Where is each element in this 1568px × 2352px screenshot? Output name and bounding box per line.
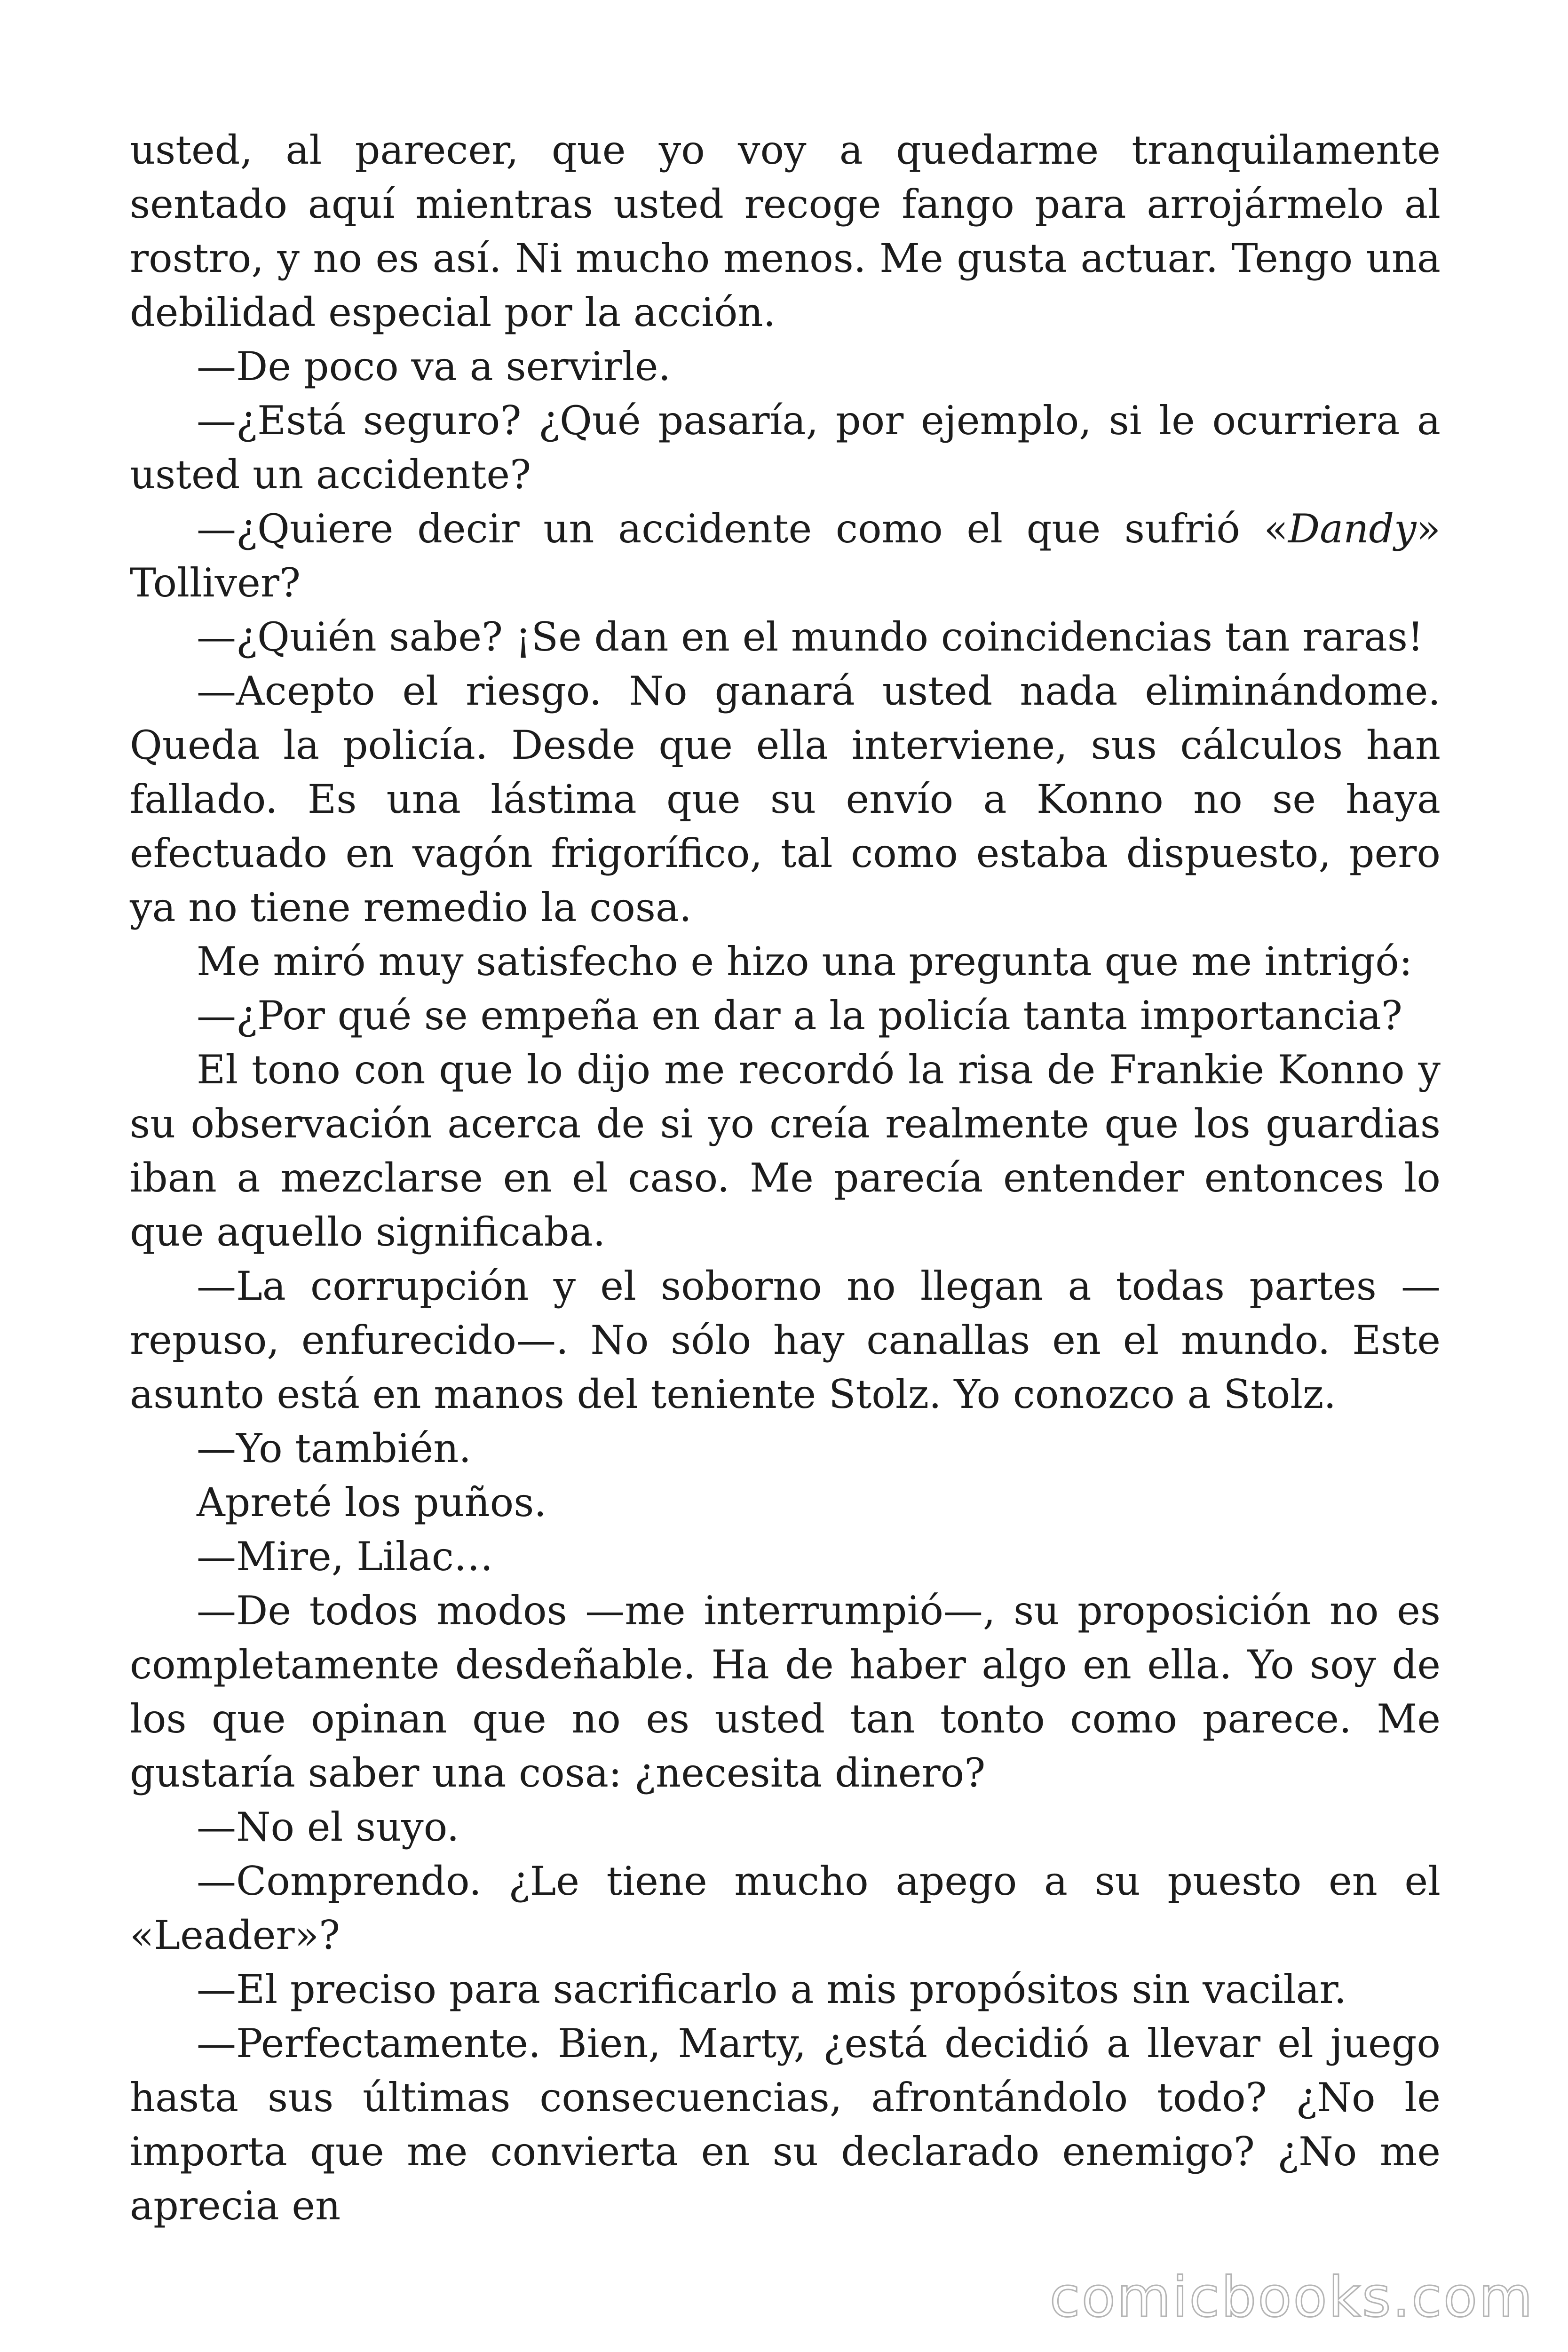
paragraph: usted, al parecer, que yo voy a quedarme tranquilamente sentado aquí mientras usted recoge fango para arrojármelo al rostro, y no es así. Ni mucho menos. Me gusta actuar. Tengo una debilidad especial por la acción. xyxy=(130,127,1441,335)
paragraph: —La corrupción y el soborno no llegan a todas partes —repuso, enfurecido—. No sólo hay canallas en el mundo. Este asunto está en manos del teniente Stolz. Yo conozco a Stolz. xyxy=(130,1263,1441,1417)
watermark: comicbooks.com xyxy=(1049,2265,1534,2329)
paragraph: —¿Quién sabe? ¡Se dan en el mundo coincidencias tan raras! xyxy=(197,614,1424,660)
paragraph: —De poco va a servirle. xyxy=(197,343,671,389)
paragraph: —Comprendo. ¿Le tiene mucho apego a su puesto en el «Leader»? xyxy=(130,1858,1441,1958)
paragraph: —El preciso para sacrificarlo a mis propósitos sin vacilar. xyxy=(197,1966,1347,2012)
paragraph: —¿Está seguro? ¿Qué pasaría, por ejemplo, si le ocurriera a usted un accidente? xyxy=(130,397,1441,498)
paragraph: —Acepto el riesgo. No ganará usted nada eliminándome. Queda la policía. Desde que ella interviene, sus cálculos han fallado. Es una lástima que su envío a Konno no se haya efectuado en vagón frigorífico, tal como estaba dispuesto, pero ya no tiene remedio la cosa. xyxy=(130,668,1441,930)
paragraph: —No el suyo. xyxy=(197,1804,459,1850)
paragraph: Apreté los puños. xyxy=(197,1479,547,1526)
paragraph: —¿Quiere decir un accidente como el que sufrió «Dandy» Tolliver? xyxy=(130,506,1441,606)
paragraph: —De todos modos —me interrumpió—, su proposición no es completamente desdeñable. Ha de haber algo en ella. Yo soy de los que opinan que no es usted tan tonto como parece. Me gustaría saber una cosa: ¿necesita dinero? xyxy=(130,1588,1441,1796)
paragraph: El tono con que lo dijo me recordó la risa de Frankie Konno y su observación acerca de si yo creía realmente que los guardias iban a mezclarse en el caso. Me parecía entender entonces lo que aquello significaba. xyxy=(130,1047,1441,1255)
book-page-text xyxy=(130,123,1441,2233)
paragraph: —¿Por qué se empeña en dar a la policía tanta importancia? xyxy=(197,993,1402,1039)
paragraph: —Mire, Lilac… xyxy=(197,1534,493,1580)
paragraph: Me miró muy satisfecho e hizo una pregunta que me intrigó: xyxy=(197,938,1413,985)
paragraph: —Yo también. xyxy=(197,1425,472,1471)
paragraph: —Perfectamente. Bien, Marty, ¿está decidió a llevar el juego hasta sus últimas consecuencias, afrontándolo todo? ¿No le importa que me convierta en su declarado enemigo? ¿No me aprecia en xyxy=(130,2020,1441,2229)
italic-name: Dandy xyxy=(1288,506,1417,552)
